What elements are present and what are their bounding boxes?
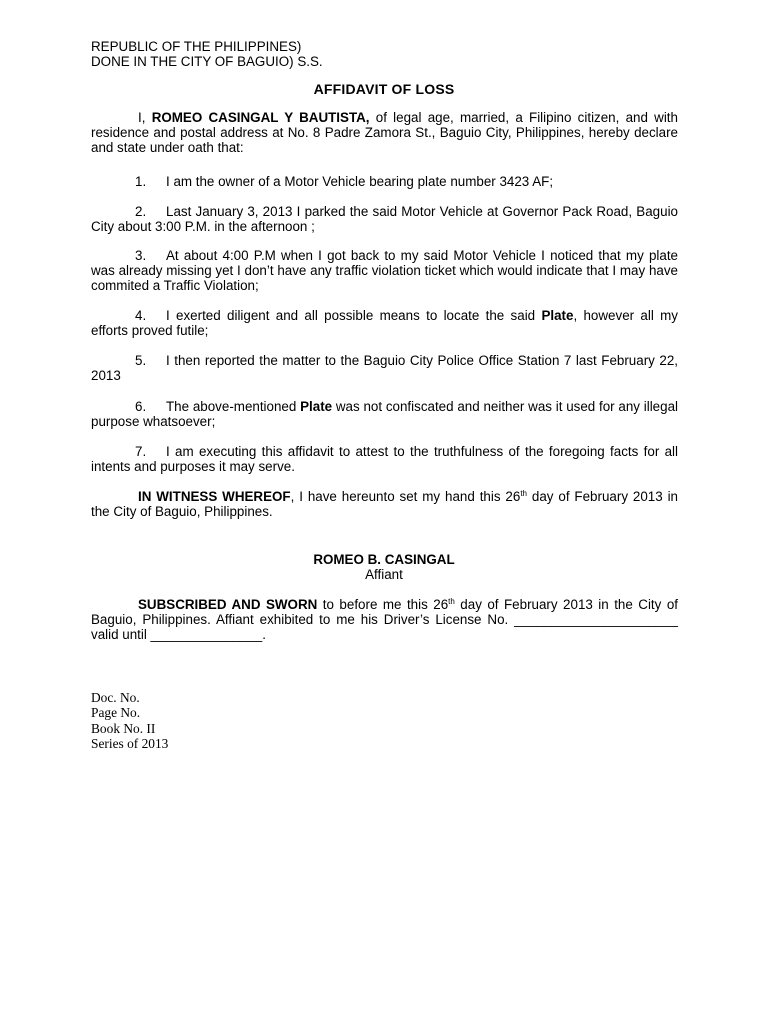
page-no: Page No. <box>91 705 141 721</box>
item-number: 2. <box>135 204 147 219</box>
statement-item-5 <box>91 353 678 383</box>
affiant-full-name: ROMEO CASINGAL Y BAUTISTA, <box>151 110 370 125</box>
item-number: 5. <box>135 353 147 368</box>
intro-pre: I, <box>138 110 152 125</box>
affiant-role: Affiant <box>365 567 403 583</box>
witness-paragraph <box>91 489 678 519</box>
item-number: 1. <box>135 174 147 189</box>
statement-item-2 <box>91 204 678 234</box>
item-number: 4. <box>135 308 147 323</box>
statement-item-3 <box>91 248 678 294</box>
jurat-text-post: day of February 2013 in the City of Baguio, Philippines. Affiant exhibited to me his Driver’s License No. ______________________ valid until _______________. <box>91 597 678 643</box>
intro-paragraph <box>91 110 678 156</box>
statement-item-6 <box>91 399 678 429</box>
item-text: Last January 3, 2013 I parked the said Motor Vehicle at Governor Pack Road, Baguio City about 3:00 P.M. in the afternoon ; <box>91 204 678 235</box>
statement-item-4 <box>91 308 678 338</box>
witness-day-suffix: th <box>520 489 527 498</box>
venue-line-republic: REPUBLIC OF THE PHILIPPINES) <box>91 39 302 54</box>
witness-heading: IN WITNESS WHEREOF <box>138 489 291 504</box>
witness-text-post: day of February 2013 in the City of Baguio, Philippines. <box>91 489 679 520</box>
jurat-heading: SUBSCRIBED AND SWORN <box>138 597 318 612</box>
item-number: 6. <box>135 399 147 414</box>
item-text-bold: Plate <box>300 399 333 414</box>
statement-item-1 <box>91 174 678 189</box>
jurat-paragraph <box>91 597 678 643</box>
jurat-day-suffix: th <box>448 597 455 606</box>
item-number: 3. <box>135 248 147 263</box>
item-text: I am executing this affidavit to attest to the truthfulness of the foregoing facts for all intents and purposes it may serve. <box>91 444 678 475</box>
item-number: 7. <box>135 444 147 459</box>
notarial-register-block <box>91 690 168 752</box>
jurat-text-pre: to before me this 26 <box>317 597 449 612</box>
affiant-name: ROMEO B. CASINGAL <box>313 552 455 567</box>
statement-item-7 <box>91 444 678 474</box>
venue-line-city: DONE IN THE CITY OF BAGUIO) S.S. <box>91 54 323 70</box>
witness-text-pre: , I have hereunto set my hand this 26 <box>290 489 521 504</box>
book-no: Book No. II <box>91 720 156 736</box>
venue-header <box>91 39 691 69</box>
item-text-pre: I exerted diligent and all possible means to locate the said <box>166 308 542 323</box>
item-text-post: , however all my efforts proved futile; <box>91 308 678 339</box>
document-title: AFFIDAVIT OF LOSS <box>313 81 455 97</box>
item-text: I then reported the matter to the Baguio City Police Office Station 7 last February 22, 2013 <box>91 353 678 384</box>
series-year: Series of 2013 <box>91 736 169 752</box>
affiant-signature-block <box>0 552 768 582</box>
item-text-bold: Plate <box>541 308 574 323</box>
item-text-pre: The above-mentioned <box>166 399 301 414</box>
item-text-post: was not confiscated and neither was it used for any illegal purpose whatsoever; <box>91 399 678 430</box>
intro-post: of legal age, married, a Filipino citizen, and with residence and postal address at No. 8 Padre Zamora St., Baguio City, Philippines, hereby declare and state under oath that: <box>91 110 678 156</box>
item-text: I am the owner of a Motor Vehicle bearing plate number 3423 AF; <box>166 174 554 189</box>
doc-no: Doc. No. <box>91 690 140 705</box>
item-text: At about 4:00 P.M when I got back to my said Motor Vehicle I noticed that my plate was already missing yet I don’t have any traffic violation ticket which would indicate that I may have commited a Traffic Violation; <box>91 248 678 294</box>
